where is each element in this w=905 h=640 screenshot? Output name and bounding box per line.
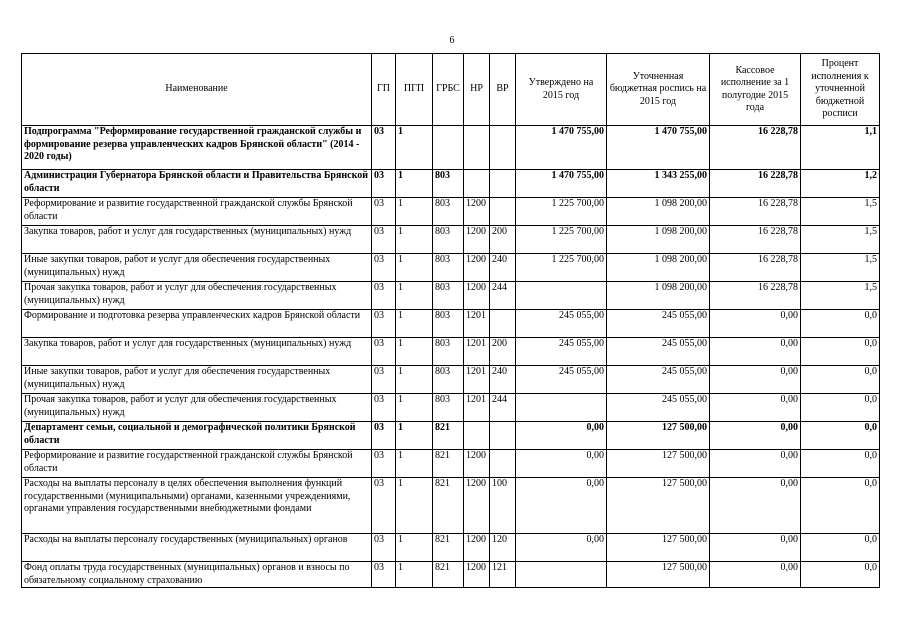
cell-gp: 03 (372, 562, 396, 588)
cell-gp: 03 (372, 310, 396, 338)
cell-vr: 200 (490, 338, 516, 366)
cell-np: 1201 (464, 338, 490, 366)
cell-name: Реформирование и развитие государственной гражданской службы Брянской области (22, 198, 372, 226)
cell-gp: 03 (372, 282, 396, 310)
header-np: НР (464, 54, 490, 126)
cell-percent: 1,5 (801, 198, 880, 226)
cell-approved: 1 225 700,00 (516, 254, 607, 282)
cell-name: Администрация Губернатора Брянской области и Правительства Брянской области (22, 170, 372, 198)
table-row (22, 478, 880, 534)
cell-approved: 0,00 (516, 422, 607, 450)
cell-vr: 100 (490, 478, 516, 534)
cell-revised: 127 500,00 (607, 422, 710, 450)
cell-name: Расходы на выплаты персоналу в целях обеспечения выполнения функций государственными (муниципальными) органами, казенными учреждениями, органами управления государственными внебюджетными фондами (22, 478, 372, 534)
cell-name: Реформирование и развитие государственной гражданской службы Брянской области (22, 450, 372, 478)
table-row (22, 394, 880, 422)
cell-revised: 245 055,00 (607, 338, 710, 366)
cell-gp: 03 (372, 366, 396, 394)
cell-ppgp: 1 (396, 562, 433, 588)
cell-name: Подпрограмма "Реформирование государственной гражданской службы и формирование резерва управленческих кадров Брянской области" (2014 - 2020 годы) (22, 126, 372, 170)
cell-name: Департамент семьи, социальной и демографической политики Брянской области (22, 422, 372, 450)
cell-np: 1200 (464, 478, 490, 534)
cell-vr: 121 (490, 562, 516, 588)
cell-approved (516, 282, 607, 310)
cell-percent: 0,0 (801, 394, 880, 422)
cell-revised: 1 098 200,00 (607, 226, 710, 254)
cell-percent: 1,1 (801, 126, 880, 170)
table-body (22, 126, 880, 588)
table-row (22, 338, 880, 366)
cell-ppgp: 1 (396, 338, 433, 366)
cell-cash: 16 228,78 (710, 282, 801, 310)
cell-name: Прочая закупка товаров, работ и услуг для обеспечения государственных (муниципальных) нужд (22, 394, 372, 422)
cell-revised: 1 098 200,00 (607, 198, 710, 226)
cell-np: 1200 (464, 198, 490, 226)
cell-ppgp: 1 (396, 282, 433, 310)
header-revised: Уточненная бюджетная роспись на 2015 год (607, 54, 710, 126)
cell-ppgp: 1 (396, 450, 433, 478)
cell-vr (490, 450, 516, 478)
header-row (22, 54, 880, 126)
cell-np: 1200 (464, 226, 490, 254)
cell-vr (490, 170, 516, 198)
cell-revised: 245 055,00 (607, 394, 710, 422)
cell-name: Закупка товаров, работ и услуг для государственных (муниципальных) нужд (22, 226, 372, 254)
budget-table (21, 53, 880, 588)
table-row (22, 366, 880, 394)
cell-approved (516, 562, 607, 588)
table-row (22, 422, 880, 450)
header-approved: Утверждено на 2015 год (516, 54, 607, 126)
cell-name: Иные закупки товаров, работ и услуг для обеспечения государственных (муниципальных) нужд (22, 254, 372, 282)
cell-percent: 0,0 (801, 310, 880, 338)
cell-percent: 0,0 (801, 338, 880, 366)
header-name: Наименование (22, 54, 372, 126)
cell-np: 1200 (464, 562, 490, 588)
table-row (22, 310, 880, 338)
cell-ppgp: 1 (396, 534, 433, 562)
cell-name: Иные закупки товаров, работ и услуг для обеспечения государственных (муниципальных) нужд (22, 366, 372, 394)
cell-gp: 03 (372, 198, 396, 226)
header-gp: ГП (372, 54, 396, 126)
cell-ppgp: 1 (396, 366, 433, 394)
table-row (22, 198, 880, 226)
cell-approved: 0,00 (516, 478, 607, 534)
cell-ppgp: 1 (396, 254, 433, 282)
cell-np (464, 170, 490, 198)
table-row (22, 170, 880, 198)
cell-grbs: 803 (433, 310, 464, 338)
cell-cash: 0,00 (710, 422, 801, 450)
cell-grbs: 803 (433, 282, 464, 310)
cell-revised: 127 500,00 (607, 562, 710, 588)
cell-cash: 0,00 (710, 338, 801, 366)
cell-grbs: 821 (433, 450, 464, 478)
cell-gp: 03 (372, 170, 396, 198)
cell-gp: 03 (372, 126, 396, 170)
cell-cash: 16 228,78 (710, 198, 801, 226)
cell-vr (490, 422, 516, 450)
cell-ppgp: 1 (396, 198, 433, 226)
cell-revised: 245 055,00 (607, 310, 710, 338)
cell-grbs: 803 (433, 198, 464, 226)
cell-name: Расходы на выплаты персоналу государственных (муниципальных) органов (22, 534, 372, 562)
cell-cash: 0,00 (710, 310, 801, 338)
cell-vr (490, 198, 516, 226)
cell-vr (490, 310, 516, 338)
cell-np: 1200 (464, 282, 490, 310)
cell-name: Формирование и подготовка резерва управленческих кадров Брянской области (22, 310, 372, 338)
cell-revised: 1 098 200,00 (607, 254, 710, 282)
cell-grbs (433, 126, 464, 170)
table-row (22, 534, 880, 562)
cell-vr: 244 (490, 394, 516, 422)
cell-gp: 03 (372, 478, 396, 534)
cell-cash: 0,00 (710, 562, 801, 588)
table-row (22, 450, 880, 478)
cell-ppgp: 1 (396, 310, 433, 338)
cell-cash: 0,00 (710, 366, 801, 394)
cell-revised: 127 500,00 (607, 450, 710, 478)
cell-percent: 0,0 (801, 422, 880, 450)
cell-cash: 0,00 (710, 394, 801, 422)
cell-vr: 240 (490, 254, 516, 282)
cell-grbs: 803 (433, 226, 464, 254)
cell-np: 1201 (464, 310, 490, 338)
cell-gp: 03 (372, 226, 396, 254)
cell-percent: 0,0 (801, 478, 880, 534)
header-ppgp: ПГП (396, 54, 433, 126)
table-row (22, 562, 880, 588)
cell-percent: 1,5 (801, 226, 880, 254)
cell-name: Закупка товаров, работ и услуг для государственных (муниципальных) нужд (22, 338, 372, 366)
cell-gp: 03 (372, 254, 396, 282)
cell-grbs: 821 (433, 534, 464, 562)
cell-revised: 1 098 200,00 (607, 282, 710, 310)
cell-gp: 03 (372, 394, 396, 422)
cell-revised: 127 500,00 (607, 478, 710, 534)
cell-percent: 0,0 (801, 450, 880, 478)
cell-approved: 1 225 700,00 (516, 198, 607, 226)
cell-approved: 0,00 (516, 534, 607, 562)
cell-approved: 1 470 755,00 (516, 126, 607, 170)
header-vr: ВР (490, 54, 516, 126)
cell-vr: 120 (490, 534, 516, 562)
table-row (22, 226, 880, 254)
header-grbs: ГРБС (433, 54, 464, 126)
cell-percent: 0,0 (801, 562, 880, 588)
cell-name: Прочая закупка товаров, работ и услуг для обеспечения государственных (муниципальных) нужд (22, 282, 372, 310)
cell-ppgp: 1 (396, 226, 433, 254)
cell-np (464, 126, 490, 170)
cell-gp: 03 (372, 338, 396, 366)
cell-approved: 245 055,00 (516, 366, 607, 394)
cell-np: 1200 (464, 450, 490, 478)
cell-cash: 16 228,78 (710, 170, 801, 198)
cell-percent: 1,5 (801, 282, 880, 310)
page-number: 6 (449, 35, 455, 46)
cell-ppgp: 1 (396, 478, 433, 534)
cell-gp: 03 (372, 422, 396, 450)
cell-approved: 1 225 700,00 (516, 226, 607, 254)
cell-approved: 1 470 755,00 (516, 170, 607, 198)
cell-grbs: 803 (433, 394, 464, 422)
cell-approved: 245 055,00 (516, 338, 607, 366)
header-cash: Кассовое исполнение за 1 полугодие 2015 года (710, 54, 801, 126)
cell-cash: 0,00 (710, 450, 801, 478)
cell-revised: 1 470 755,00 (607, 126, 710, 170)
cell-percent: 1,2 (801, 170, 880, 198)
cell-grbs: 821 (433, 422, 464, 450)
cell-cash: 16 228,78 (710, 126, 801, 170)
cell-percent: 0,0 (801, 366, 880, 394)
cell-approved (516, 394, 607, 422)
cell-percent: 1,5 (801, 254, 880, 282)
cell-ppgp: 1 (396, 394, 433, 422)
cell-vr (490, 126, 516, 170)
cell-vr: 200 (490, 226, 516, 254)
cell-np: 1200 (464, 534, 490, 562)
cell-cash: 0,00 (710, 534, 801, 562)
cell-np (464, 422, 490, 450)
cell-gp: 03 (372, 450, 396, 478)
cell-cash: 16 228,78 (710, 254, 801, 282)
table-row (22, 282, 880, 310)
cell-cash: 0,00 (710, 478, 801, 534)
cell-grbs: 803 (433, 366, 464, 394)
cell-ppgp: 1 (396, 126, 433, 170)
header-percent: Процент исполнения к уточненной бюджетной росписи (801, 54, 880, 126)
cell-revised: 1 343 255,00 (607, 170, 710, 198)
cell-cash: 16 228,78 (710, 226, 801, 254)
cell-grbs: 821 (433, 562, 464, 588)
cell-grbs: 803 (433, 170, 464, 198)
cell-approved: 245 055,00 (516, 310, 607, 338)
cell-np: 1201 (464, 366, 490, 394)
cell-gp: 03 (372, 534, 396, 562)
cell-name: Фонд оплаты труда государственных (муниципальных) органов и взносы по обязательному социальному страхованию (22, 562, 372, 588)
cell-grbs: 821 (433, 478, 464, 534)
cell-revised: 127 500,00 (607, 534, 710, 562)
cell-np: 1201 (464, 394, 490, 422)
cell-approved: 0,00 (516, 450, 607, 478)
cell-grbs: 803 (433, 338, 464, 366)
cell-ppgp: 1 (396, 422, 433, 450)
cell-vr: 244 (490, 282, 516, 310)
cell-np: 1200 (464, 254, 490, 282)
cell-vr: 240 (490, 366, 516, 394)
cell-ppgp: 1 (396, 170, 433, 198)
table-row (22, 254, 880, 282)
table-row (22, 126, 880, 170)
cell-revised: 245 055,00 (607, 366, 710, 394)
cell-grbs: 803 (433, 254, 464, 282)
cell-percent: 0,0 (801, 534, 880, 562)
